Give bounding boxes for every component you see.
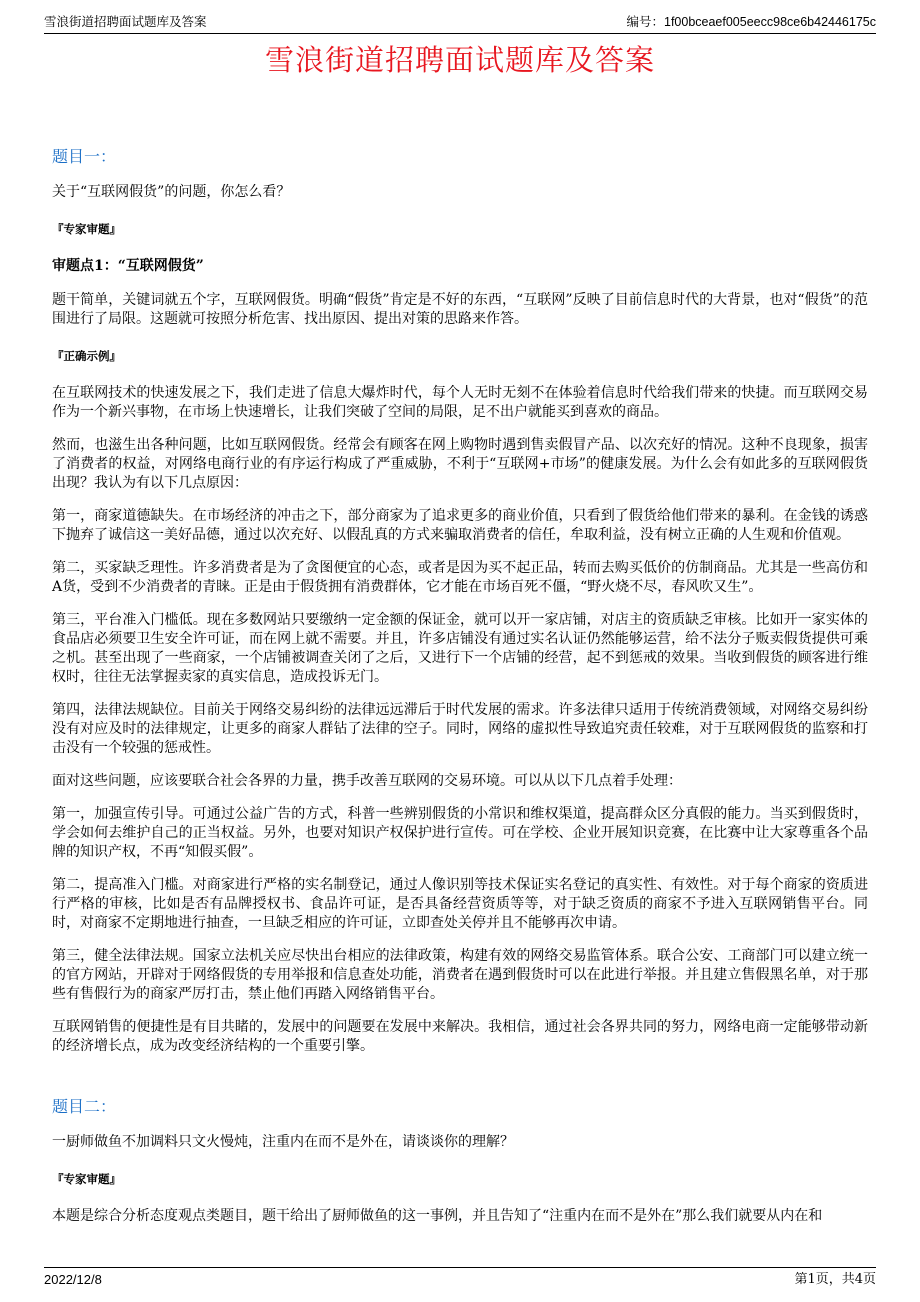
paragraph: 题干简单，关键词就五个字，互联网假货。明确“假货”肯定是不好的东西，“互联网”反映了目前信息时代的大背景，也对“假货”的范围进行了局限。这题就可按照分析危害、找出原因、提出对策的思路来作答。: [52, 292, 868, 327]
footer-date: 2022/12/8: [44, 1272, 102, 1287]
question-text: 关于“互联网假货”的问题，你怎么看？: [52, 184, 291, 200]
header-doc-title: 雪浪街道招聘面试题库及答案: [44, 14, 207, 29]
paragraph: 本题是综合分析态度观点类题目，题干给出了厨师做鱼的这一事例，并且告知了“注重内在而不是外在”那么我们就要从内在和: [52, 1208, 823, 1224]
page-header: [44, 12, 876, 34]
paragraph: 第一，加强宣传引导。可通过公益广告的方式，科普一些辨别假货的小常识和维权渠道，提高群众区分真假的能力。当买到假货时，学会如何去维护自己的正当权益。另外，也要对知识产权保护进行宣传。可在学校、企业开展知识竞赛，在比赛中让大家尊重各个品牌的知识产权，不再“知假买假”。: [52, 806, 868, 860]
paragraph: 面对这些问题，应该要联合社会各界的力量，携手改善互联网的交易环境。可以从以下几点着手处理：: [52, 773, 682, 789]
footer-page-number: 第1页，共4页: [794, 1272, 876, 1287]
section-tag: 『专家审题』: [52, 222, 121, 236]
paragraph: 在互联网技术的快速发展之下，我们走进了信息大爆炸时代，每个人无时无刻不在体验着信息时代给我们带来的快捷。而互联网交易作为一个新兴事物，在市场上快速增长，让我们突破了空间的局限，足不出户就能买到喜欢的商品。: [52, 385, 868, 420]
header-doc-number: 编号：1f00bceaef005eecc98ce6b42446175c: [626, 15, 876, 29]
topic-heading: 题目一：: [52, 147, 117, 166]
paragraph: 互联网销售的便捷性是有目共睹的，发展中的问题要在发展中来解决。我相信，通过社会各界共同的努力，网络电商一定能够带动新的经济增长点，成为改变经济结构的一个重要引擎。: [52, 1019, 868, 1054]
section-tag: 『正确示例』: [52, 349, 121, 363]
analysis-point: 审题点1：“互联网假货”: [52, 258, 204, 274]
page-title: 雪浪街道招聘面试题库及答案: [264, 43, 655, 77]
section-tag: 『专家审题』: [52, 1172, 121, 1186]
paragraph: 第三，健全法律法规。国家立法机关应尽快出台相应的法律政策，构建有效的网络交易监管体系。联合公安、工商部门可以建立统一的官方网站，开辟对于网络假货的专用举报和信息查处功能，消费者在遇到假货时可以在此进行举报。并且建立售假黑名单，对于那些有售假行为的商家严厉打击，禁止他们再踏入网络销售平台。: [52, 948, 868, 1002]
paragraph: 第二，买家缺乏理性。许多消费者是为了贪图便宜的心态，或者是因为买不起正品，转而去购买低价的仿制商品。尤其是一些高仿和A货，受到不少消费者的青睐。正是由于假货拥有消费群体，它才能在市场百死不僵，“野火烧不尽，春风吹又生”。: [52, 560, 868, 595]
document-body: [52, 140, 868, 1226]
paragraph: 第三，平台准入门槛低。现在多数网站只要缴纳一定金额的保证金，就可以开一家店铺，对店主的资质缺乏审核。比如开一家实体的食品店必须要卫生安全许可证，而在网上就不需要。并且，许多店铺没有通过实名认证仍然能够运营，给不法分子贩卖假货提供可乘之机。甚至出现了一些商家，一个店铺被调查关闭了之后，又进行下一个店铺的经营，起不到惩戒的效果。当收到假货的顾客进行维权时，往往无法掌握卖家的真实信息，造成投诉无门。: [52, 612, 868, 685]
paragraph: 第二，提高准入门槛。对商家进行严格的实名制登记，通过人像识别等技术保证实名登记的真实性、有效性。对于每个商家的资质进行严格的审核，比如是否有品牌授权书、食品许可证，是否具备经营资质等等，对于缺乏资质的商家不予进入互联网销售平台。同时，对商家不定期地进行抽查，一旦缺乏相应的许可证，立即查处关停并且不能够再次申请。: [52, 877, 868, 931]
paragraph: 第一，商家道德缺失。在市场经济的冲击之下，部分商家为了追求更多的商业价值，只看到了假货给他们带来的暴利。在金钱的诱惑下抛弃了诚信这一美好品德，通过以次充好、以假乱真的方式来骗取消费者的信任，牟取利益，没有树立正确的人生观和价值观。: [52, 508, 868, 543]
question-text: 一厨师做鱼不加调料只文火慢炖，注重内在而不是外在，请谈谈你的理解？: [52, 1134, 514, 1150]
page-footer: [44, 1267, 876, 1289]
paragraph: 然而，也滋生出各种问题，比如互联网假货。经常会有顾客在网上购物时遇到售卖假冒产品、以次充好的情况。这种不良现象，损害了消费者的权益，对网络电商行业的有序运行构成了严重威胁，不利于“互联网+市场”的健康发展。为什么会有如此多的互联网假货出现？我认为有以下几点原因：: [52, 437, 868, 491]
paragraph: 第四，法律法规缺位。目前关于网络交易纠纷的法律远远滞后于时代发展的需求。许多法律只适用于传统消费领域，对网络交易纠纷没有对应及时的法律规定，让更多的商家人群钻了法律的空子。同时，网络的虚拟性导致追究责任较难，对于互联网假货的监察和打击没有一个较强的惩戒性。: [52, 702, 868, 756]
topic-heading: 题目二：: [52, 1097, 117, 1116]
